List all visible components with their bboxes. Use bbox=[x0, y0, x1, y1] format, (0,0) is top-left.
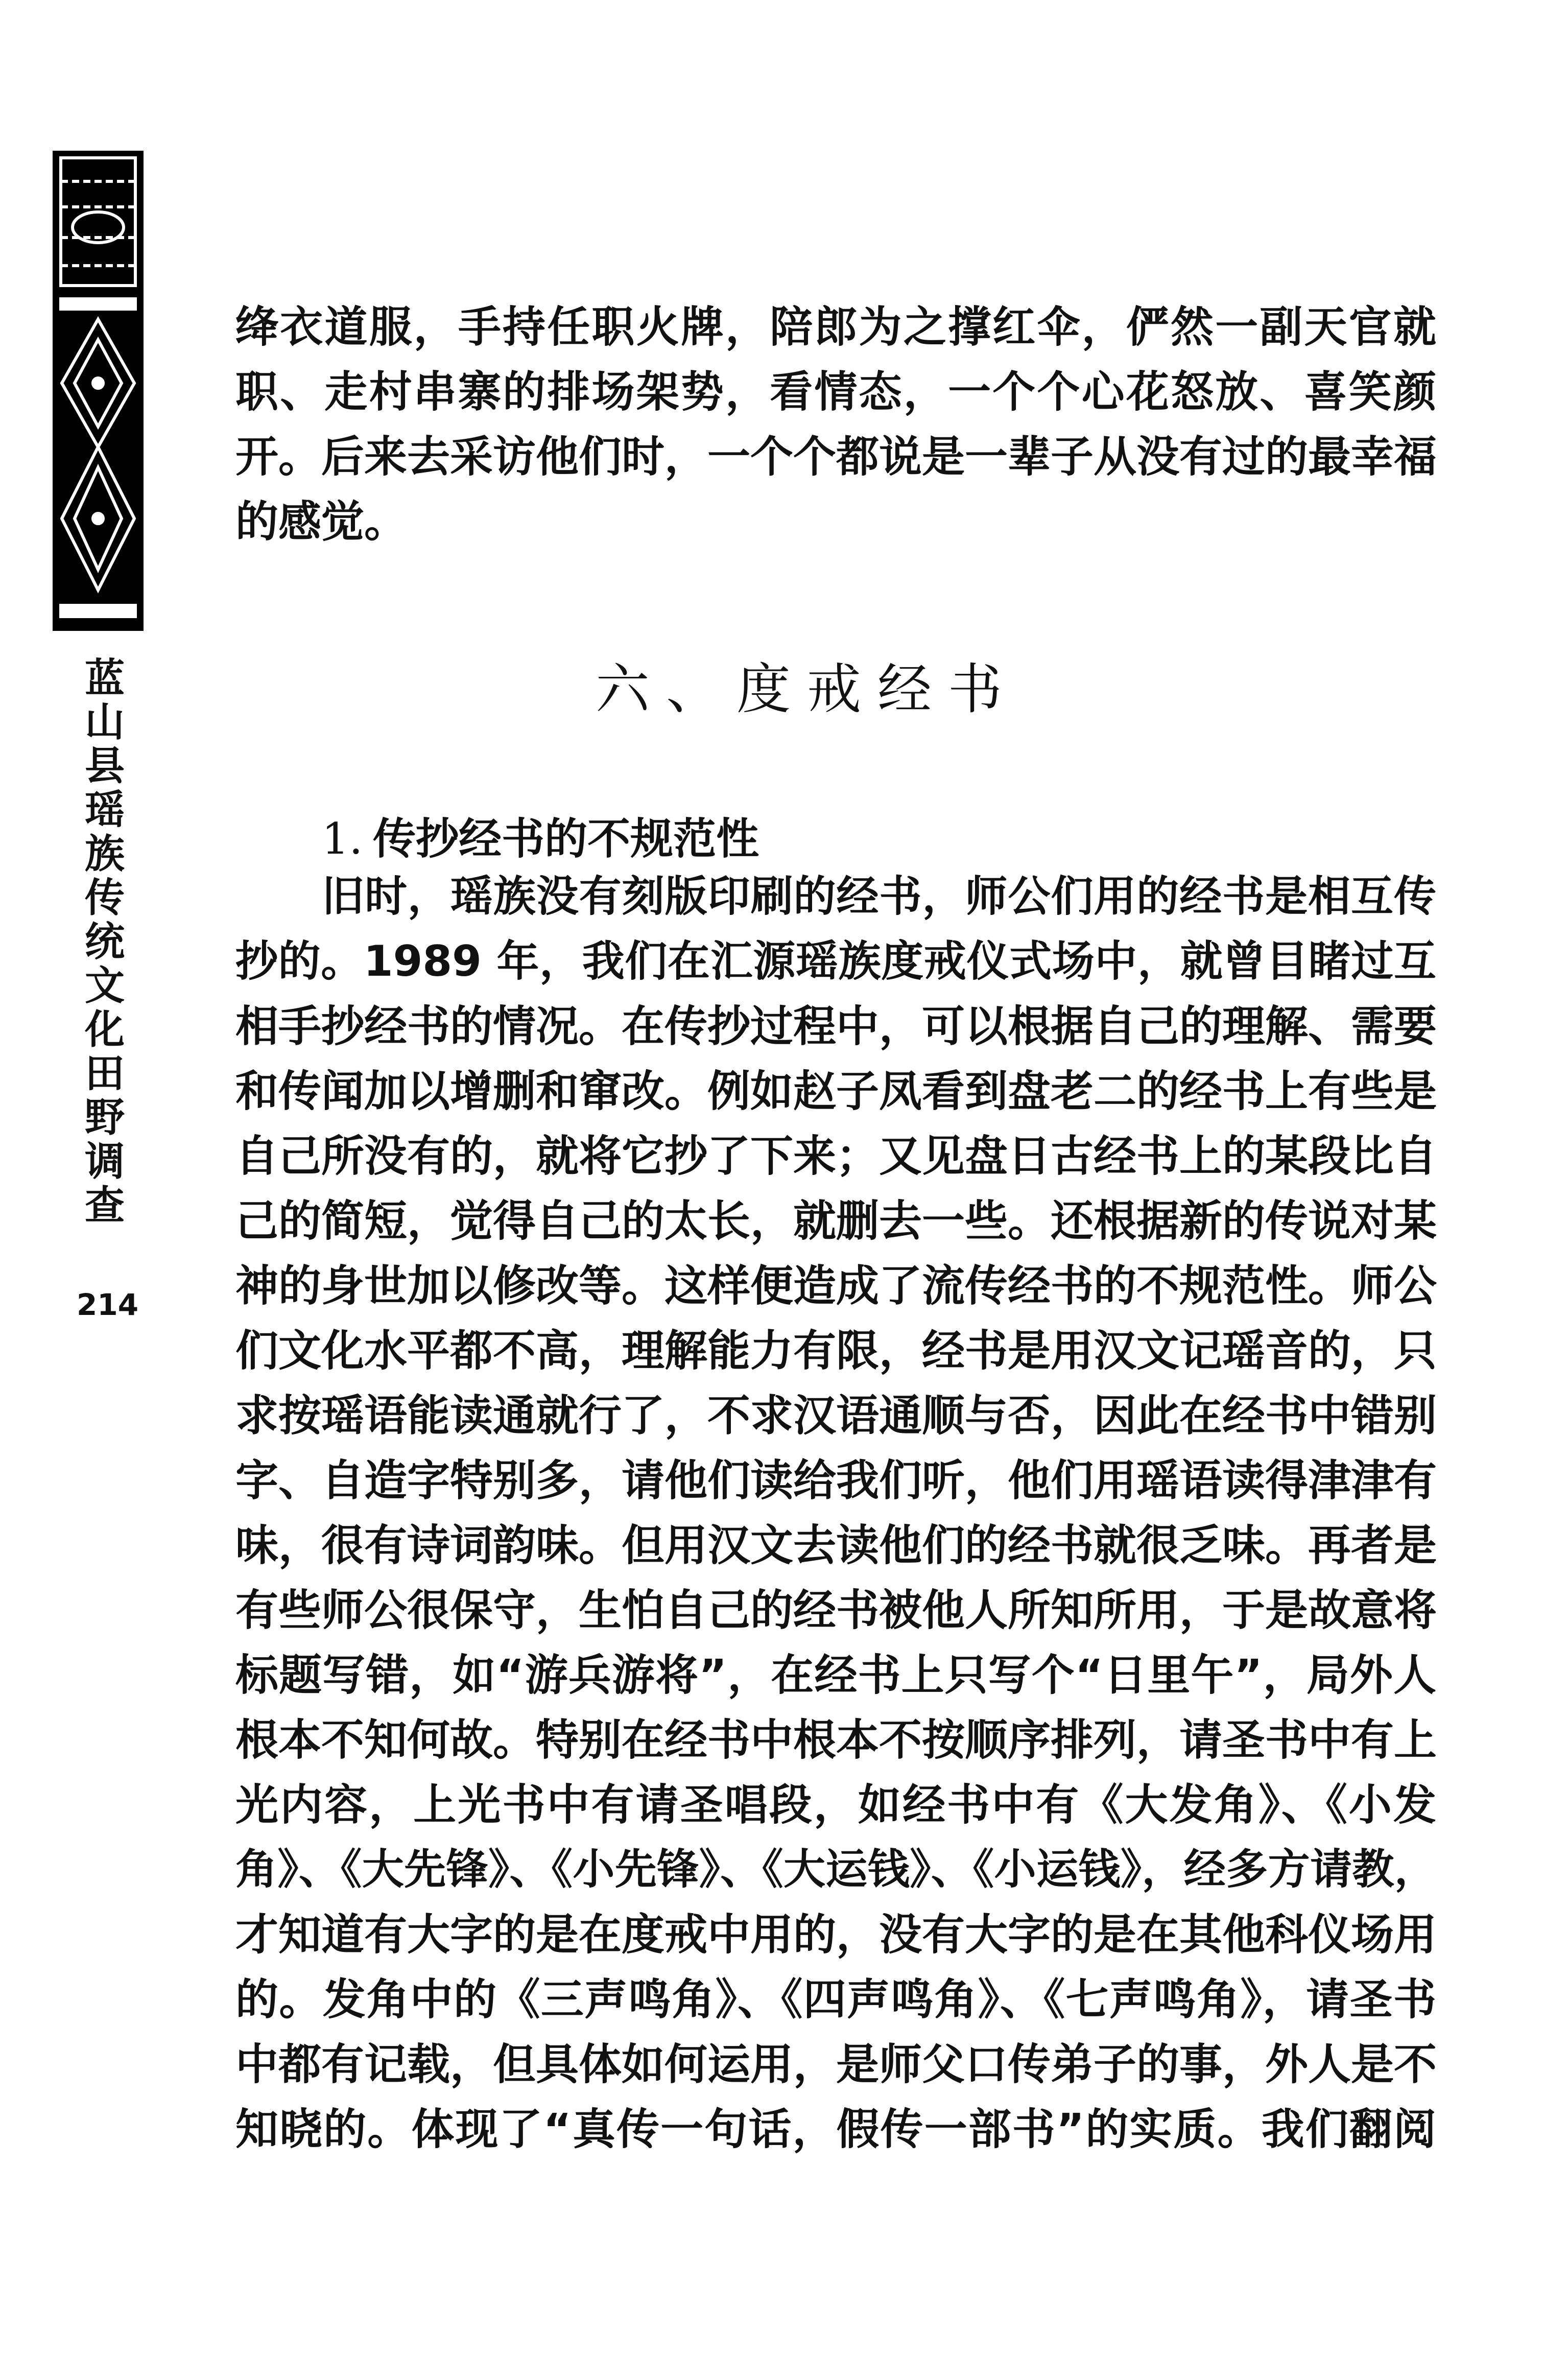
text-line: 字、自造字特别多，请他们读给我们听，他们用瑶语读得津津有 bbox=[235, 1455, 1437, 1505]
section-heading: 六、度戒经书 bbox=[596, 658, 1018, 721]
book-title-char: 族 bbox=[84, 831, 125, 877]
text-line: 和传闻加以增删和窜改。例如赵子凤看到盘老二的经书上有些是 bbox=[235, 1066, 1437, 1116]
text-line: 神的身世加以修改等。这样便造成了流传经书的不规范性。师公 bbox=[235, 1261, 1437, 1311]
text-line: 相手抄经书的情况。在传抄过程中，可以根据自己的理解、需要 bbox=[235, 1001, 1437, 1051]
text-line: 绛衣道服，手持任职火牌，陪郎为之撑红伞，俨然一副天官就 bbox=[235, 302, 1436, 352]
text-line: 角》、《大先锋》、《小先锋》、《大运钱》、《小运钱》，经多方请教， bbox=[235, 1845, 1436, 1894]
book-title-char: 查 bbox=[84, 1183, 125, 1229]
text-line: 旧时，瑶族没有刻版印刷的经书，师公们用的经书是相互传 bbox=[322, 872, 1436, 921]
text-line: 知晓的。体现了“真传一句话，假传一部书”的实质。我们翻阅 bbox=[235, 2104, 1436, 2154]
subsection-number: 1. bbox=[322, 814, 363, 864]
book-title-char: 文 bbox=[84, 963, 125, 1009]
text-line: 根本不知何故。特别在经书中根本不按顺序排列，请圣书中有上 bbox=[235, 1715, 1437, 1765]
book-title-char: 县 bbox=[84, 743, 125, 789]
page-number: 214 bbox=[77, 1287, 139, 1322]
book-title-char: 化 bbox=[84, 1007, 125, 1053]
book-title-char: 统 bbox=[84, 919, 125, 965]
book-title-vertical bbox=[82, 656, 128, 1228]
decorative-pattern-ornament bbox=[53, 151, 144, 631]
text-line: 抄的。1989 年，我们在汇源瑶族度戒仪式场中，就曾目睹过互 bbox=[235, 936, 1436, 986]
text-line: 们文化水平都不高，理解能力有限，经书是用汉文记瑶音的，只 bbox=[235, 1326, 1437, 1376]
book-title-char: 蓝 bbox=[84, 655, 125, 701]
text-line: 的。发角中的《三声鸣角》、《四声鸣角》、《七声鸣角》，请圣书 bbox=[235, 1974, 1436, 2025]
text-line: 味，很有诗词韵味。但用汉文去读他们的经书就很乏味。再者是 bbox=[235, 1520, 1437, 1570]
book-title-char: 山 bbox=[84, 699, 125, 745]
book-title-char: 田 bbox=[84, 1051, 125, 1097]
book-title-char: 调 bbox=[84, 1139, 125, 1185]
text-line: 求按瑶语能读通就行了，不求汉语通顺与否，因此在经书中错别 bbox=[235, 1391, 1437, 1441]
book-title-char: 瑶 bbox=[84, 787, 125, 833]
text-line: 开。后来去采访他们时，一个个都说是一辈子从没有过的最幸福 bbox=[235, 432, 1437, 482]
subsection-heading bbox=[322, 805, 759, 866]
text-line: 标题写错，如“游兵游将”，在经书上只写个“日里午”，局外人 bbox=[235, 1650, 1436, 1700]
text-line: 中都有记载，但具体如何运用，是师父口传弟子的事，外人是不 bbox=[235, 2039, 1437, 2089]
text-line: 的感觉。 bbox=[235, 497, 408, 547]
text-line: 自己所没有的，就将它抄了下来；又见盘日古经书上的某段比自 bbox=[235, 1131, 1437, 1181]
text-line: 己的简短，觉得自己的太长，就删去一些。还根据新的传说对某 bbox=[235, 1196, 1437, 1246]
book-title-char: 野 bbox=[84, 1095, 125, 1141]
text-line: 才知道有大字的是在度戒中用的，没有大字的是在其他科仪场用 bbox=[235, 1910, 1437, 1960]
subsection-title: 传抄经书的不规范性 bbox=[373, 814, 759, 864]
text-line: 光内容，上光书中有请圣唱段，如经书中有《大发角》、《小发 bbox=[235, 1780, 1436, 1830]
book-title-char: 传 bbox=[84, 875, 125, 921]
text-line: 有些师公很保守，生怕自己的经书被他人所知所用，于是故意将 bbox=[235, 1585, 1437, 1635]
text-line: 职、走村串寨的排场架势，看情态，一个个心花怒放、喜笑颜 bbox=[235, 367, 1436, 417]
